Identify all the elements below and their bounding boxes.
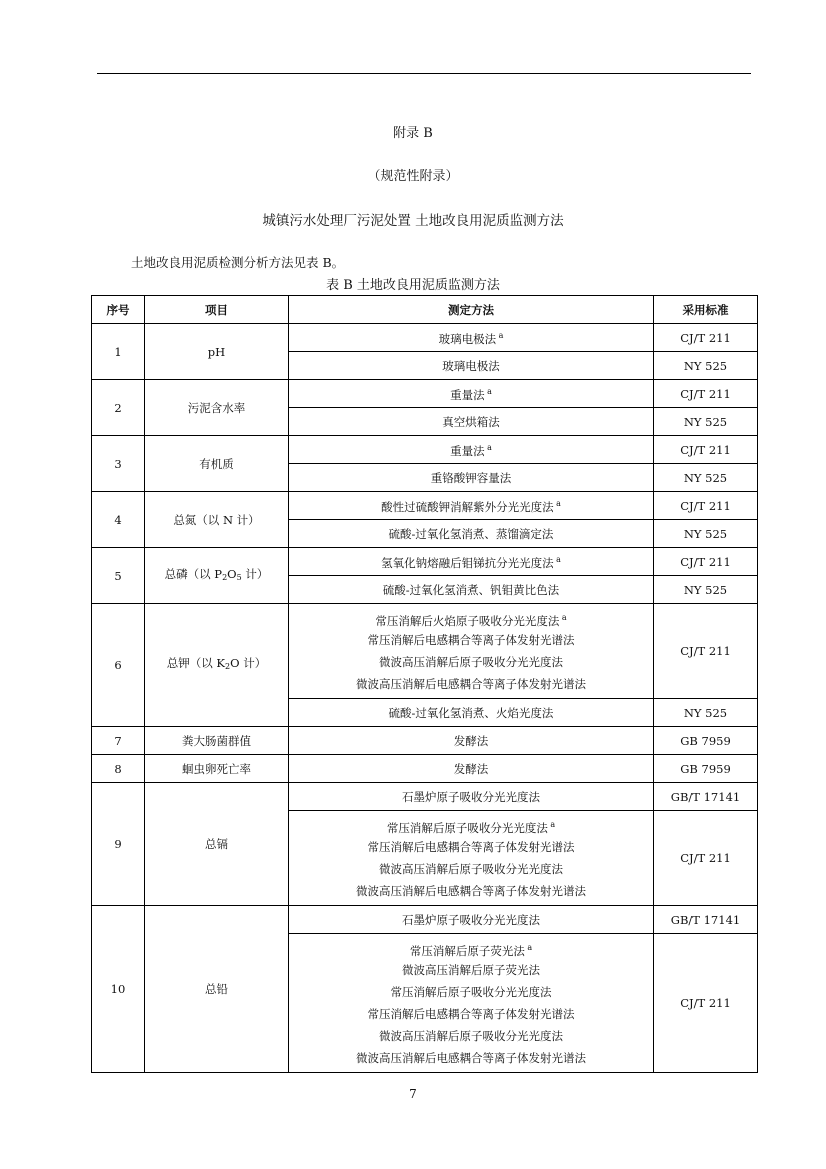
method-line: 常压消解后原子荧光法 $^a$ — [409, 943, 533, 958]
cell-standard: CJ/T 211 — [654, 811, 758, 906]
subscript: 5 — [236, 572, 242, 582]
method-line: 石墨炉原子吸收分光光度法 — [402, 789, 540, 804]
table-row — [92, 604, 758, 699]
cell-item: 污泥含水率 — [145, 380, 289, 436]
cell-item: 总镉 — [145, 783, 289, 906]
cell-method — [289, 436, 654, 464]
cell-standard: CJ/T 211 — [654, 436, 758, 464]
method-line: 重铬酸钾容量法 — [430, 470, 512, 485]
cell-no: 7 — [92, 727, 145, 755]
footnote-marker: a — [484, 443, 492, 453]
cell-no: 4 — [92, 492, 145, 548]
table-row — [92, 755, 758, 783]
method-line: 发酵法 — [453, 733, 489, 748]
method-line: 硫酸-过氧化氢消煮、钒钼黄比色法 — [382, 582, 560, 597]
cell-standard: GB 7959 — [654, 755, 758, 783]
method-line: 真空烘箱法 — [442, 414, 500, 429]
method-line: 常压消解后原子吸收分光光度法 — [390, 985, 552, 999]
cell-method — [289, 755, 654, 783]
cell-item: 总磷（以 $P_2O_5$ 计） — [145, 548, 289, 604]
methods-table — [91, 295, 758, 1073]
cell-standard: GB/T 17141 — [654, 783, 758, 811]
cell-item: 有机质 — [145, 436, 289, 492]
table-row — [92, 783, 758, 811]
cell-standard: NY 525 — [654, 408, 758, 436]
subscript: 2 — [225, 662, 231, 671]
doc-title: 城镇污水处理厂污泥处置 土地改良用泥质监测方法 — [262, 213, 564, 229]
cell-standard: NY 525 — [654, 576, 758, 604]
cell-item: 粪大肠菌群值 — [145, 727, 289, 755]
header-no: 序号 — [92, 296, 145, 324]
cell-item: 总铅 — [145, 906, 289, 1073]
cell-method — [289, 408, 654, 436]
intro-text: 土地改良用泥质检测分析方法见表 B。 — [131, 255, 345, 270]
cell-standard: GB 7959 — [654, 727, 758, 755]
table-row — [92, 727, 758, 755]
method-line: 石墨炉原子吸收分光光度法 — [402, 912, 540, 927]
method-line: 常压消解后原子吸收分光光度法 $^a$ — [386, 820, 556, 835]
cell-item: 蛔虫卵死亡率 — [145, 755, 289, 783]
cell-standard: CJ/T 211 — [654, 934, 758, 1073]
cell-method — [289, 811, 654, 906]
cell-no: 5 — [92, 548, 145, 604]
header-rule — [97, 73, 751, 74]
cell-no: 1 — [92, 324, 145, 380]
method-line: 微波高压消解后电感耦合等离子体发射光谱法 — [356, 1051, 586, 1065]
method-line: 氢氧化钠熔融后钼锑抗分光光度法 $^a$ — [381, 555, 561, 570]
cell-standard: CJ/T 211 — [654, 324, 758, 352]
method-line: 常压消解后电感耦合等离子体发射光谱法 — [367, 633, 575, 647]
cell-method — [289, 492, 654, 520]
cell-standard: NY 525 — [654, 520, 758, 548]
table-caption: 表 B 土地改良用泥质监测方法 — [326, 278, 500, 293]
method-line: 玻璃电极法 — [442, 358, 500, 373]
table-row — [92, 492, 758, 520]
appendix-label: 附录 B — [393, 126, 433, 141]
cell-method — [289, 548, 654, 576]
method-line: 酸性过硫酸钾消解紫外分光光度法 $^a$ — [381, 499, 561, 514]
table-row — [92, 436, 758, 464]
method-line: 常压消解后电感耦合等离子体发射光谱法 — [367, 1007, 575, 1021]
table-row — [92, 380, 758, 408]
cell-standard: GB/T 17141 — [654, 906, 758, 934]
method-line: 硫酸-过氧化氢消煮、蒸馏滴定法 — [388, 526, 554, 541]
subscript: 2 — [222, 572, 228, 582]
footnote-marker: a — [496, 331, 504, 341]
cell-standard: NY 525 — [654, 699, 758, 727]
method-line: 玻璃电极法 $^a$ — [438, 331, 504, 346]
footnote-marker: a — [484, 387, 492, 397]
table-row — [92, 906, 758, 934]
cell-method — [289, 520, 654, 548]
table-row — [92, 548, 758, 576]
cell-method — [289, 380, 654, 408]
header-standard: 采用标准 — [654, 296, 758, 324]
method-line: 发酵法 — [453, 761, 489, 776]
method-line: 微波高压消解后原子荧光法 — [402, 963, 540, 977]
cell-method — [289, 324, 654, 352]
cell-method — [289, 352, 654, 380]
header-item: 项目 — [145, 296, 289, 324]
normative-label: （规范性附录） — [367, 169, 459, 184]
cell-method — [289, 699, 654, 727]
method-line: 微波高压消解后电感耦合等离子体发射光谱法 — [356, 677, 586, 691]
footnote-marker: a — [547, 820, 556, 829]
cell-item: 总钾（以 $K_2O$ 计） — [145, 604, 289, 727]
footnote-marker: a — [559, 613, 567, 622]
cell-no: 9 — [92, 783, 145, 906]
cell-standard: NY 525 — [654, 464, 758, 492]
method-line: 重量法 $^a$ — [450, 443, 492, 458]
method-line: 硫酸-过氧化氢消煮、火焰光度法 — [388, 705, 554, 720]
cell-no: 10 — [92, 906, 145, 1073]
page-number: 7 — [409, 1087, 417, 1101]
method-line: 重量法 $^a$ — [450, 387, 492, 402]
table-header-row — [92, 296, 758, 324]
method-line: 常压消解后火焰原子吸收分光光度法 $^a$ — [375, 613, 567, 628]
cell-standard: NY 525 — [654, 352, 758, 380]
cell-standard: CJ/T 211 — [654, 380, 758, 408]
cell-standard: CJ/T 211 — [654, 492, 758, 520]
method-line: 微波高压消解后原子吸收分光光度法 — [379, 655, 563, 669]
header-method: 测定方法 — [289, 296, 654, 324]
cell-standard: CJ/T 211 — [654, 604, 758, 699]
method-line: 微波高压消解后原子吸收分光光度法 — [379, 862, 563, 876]
footnote-marker: a — [524, 943, 533, 952]
cell-standard: CJ/T 211 — [654, 548, 758, 576]
cell-method — [289, 727, 654, 755]
footnote-marker: a — [553, 555, 561, 565]
cell-item: pH — [145, 324, 289, 380]
cell-no: 6 — [92, 604, 145, 727]
cell-method — [289, 934, 654, 1073]
cell-no: 3 — [92, 436, 145, 492]
cell-method — [289, 783, 654, 811]
cell-no: 8 — [92, 755, 145, 783]
cell-item: 总氮（以 N 计） — [145, 492, 289, 548]
footnote-marker: a — [553, 499, 561, 509]
method-line: 常压消解后电感耦合等离子体发射光谱法 — [367, 840, 575, 854]
cell-method — [289, 576, 654, 604]
table-row — [92, 324, 758, 352]
method-line: 微波高压消解后电感耦合等离子体发射光谱法 — [356, 884, 586, 898]
table-body — [92, 324, 758, 1073]
cell-no: 2 — [92, 380, 145, 436]
cell-method — [289, 906, 654, 934]
method-line: 微波高压消解后原子吸收分光光度法 — [379, 1029, 563, 1043]
cell-method — [289, 464, 654, 492]
cell-method — [289, 604, 654, 699]
